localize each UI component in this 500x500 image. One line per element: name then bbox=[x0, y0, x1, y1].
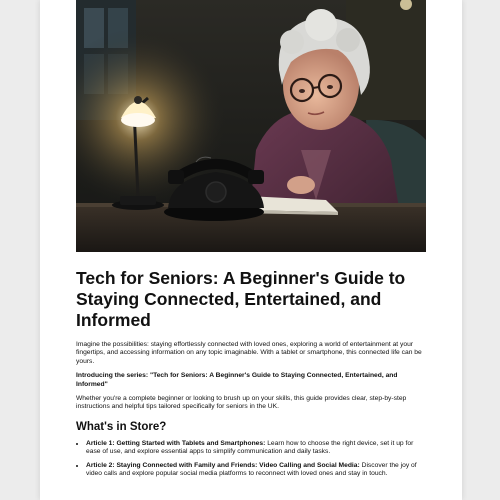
list-item-text: Discover the joy of video calls and explore popular social media platforms to reconnect with loved ones and stay in touch. bbox=[86, 461, 417, 478]
description-paragraph: Whether you're a complete beginner or looking to brush up on your skills, this guide provides clear, step-by-step instructions and helpful tips tailored specifically for seniors in the UK. bbox=[76, 395, 407, 411]
list-item-text: Learn how to choose the right device, set it up for ease of use, and explore essential apps to simplify communication and daily tasks. bbox=[86, 439, 414, 456]
list-item bbox=[86, 462, 428, 479]
series-intro: Introducing the series: "Tech for Seniors: A Beginner's Guide to Staying Connected, Entertained, and Informed" bbox=[76, 372, 398, 388]
article-title: Tech for Seniors: A Beginner's Guide to Staying Connected, Entertained, and Informed bbox=[76, 268, 406, 330]
list-item bbox=[86, 440, 428, 457]
list-item-title: Article 2: Staying Connected with Family and Friends: Video Calling and Social Media: bbox=[86, 461, 360, 469]
hero-image bbox=[76, 0, 426, 252]
section-heading: What's in Store? bbox=[76, 420, 167, 433]
intro-paragraph: Imagine the possibilities: staying effortlessly connected with loved ones, exploring a world of entertainment at your fingertips, and accessing information on any topic imaginable. With a tablet or smartphone, this connected life can be yours. bbox=[76, 341, 422, 365]
list-item-title: Article 1: Getting Started with Tablets and Smartphones: bbox=[86, 439, 266, 447]
article-page bbox=[40, 0, 462, 500]
article-list bbox=[76, 440, 428, 479]
article-content bbox=[76, 268, 428, 483]
